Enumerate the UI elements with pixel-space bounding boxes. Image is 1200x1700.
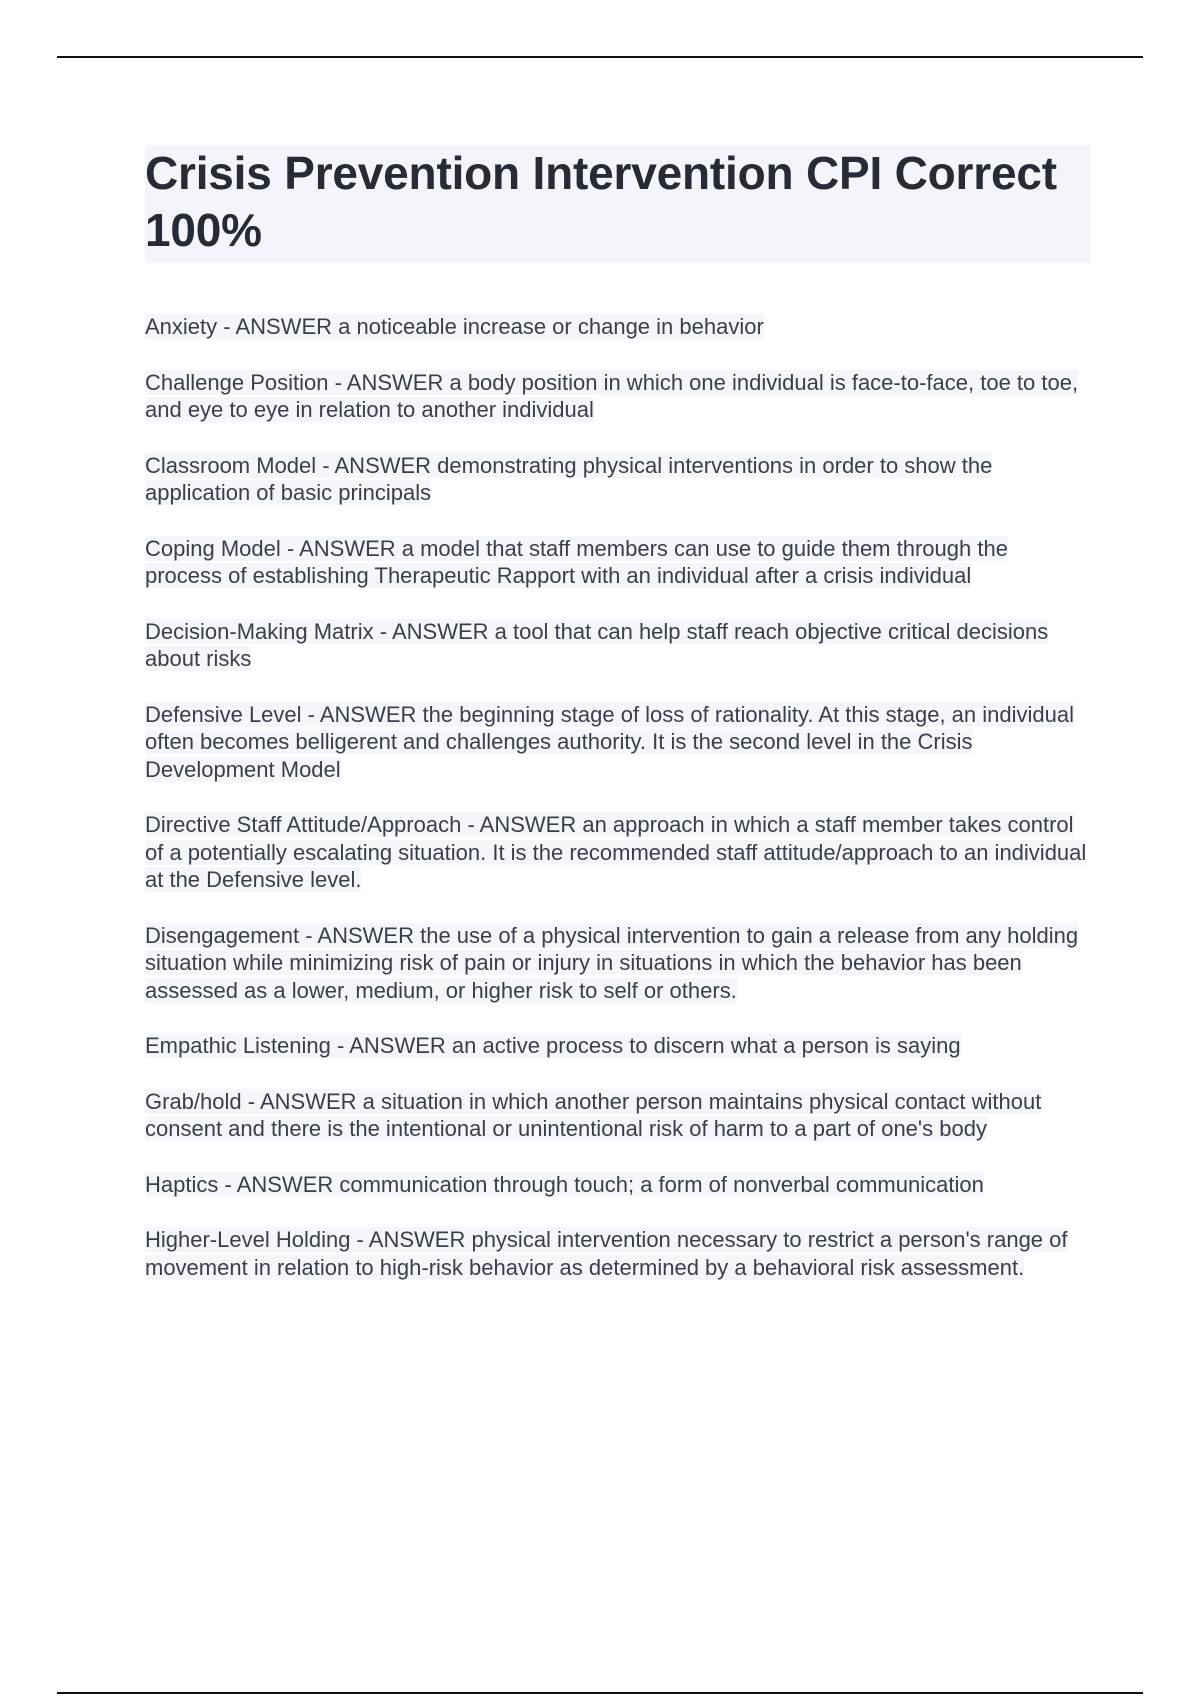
entry-haptics: [145, 1171, 1090, 1199]
document-body: [145, 145, 1090, 1309]
entry-grab-hold: [145, 1088, 1090, 1143]
entry-text: Anxiety - ANSWER a noticeable increase or change in behavior: [145, 314, 764, 339]
entry-text: Challenge Position - ANSWER a body position in which one individual is face-to-face, toe to toe, and eye to eye in relation to another individual: [145, 369, 1079, 422]
entry-text: Higher-Level Holding - ANSWER physical intervention necessary to restrict a person's range of movement in relation to high-risk behavior as determined by a behavioral risk assessment.: [145, 1227, 1068, 1280]
entry-text: Haptics - ANSWER communication through touch; a form of nonverbal communication: [145, 1171, 984, 1197]
document-title: Crisis Prevention Intervention CPI Correct 100%: [145, 147, 1057, 256]
entry-decision-making-matrix: [145, 618, 1090, 673]
entry-text: Grab/hold - ANSWER a situation in which another person maintains physical contact without consent and there is the intentional or unintentional risk of harm to a part of one's body: [145, 1088, 1042, 1141]
entry-text: Decision-Making Matrix - ANSWER a tool that can help staff reach objective critical decisions about risks: [145, 618, 1049, 671]
entry-text: Empathic Listening - ANSWER an active process to discern what a person is saying: [145, 1033, 961, 1058]
title-block: [145, 145, 1091, 263]
bottom-rule: [57, 1692, 1143, 1694]
entry-challenge-position: [145, 369, 1090, 424]
entry-classroom-model: [145, 452, 1090, 507]
entry-text: Directive Staff Attitude/Approach - ANSWER an approach in which a staff member takes control of a potentially escalating situation. It is the recommended staff attitude/approach to an individual at the Defensive level.: [145, 812, 1087, 892]
entry-defensive-level: [145, 701, 1090, 784]
top-rule: [57, 56, 1143, 58]
entry-higher-level-holding: [145, 1226, 1090, 1281]
entry-text: Coping Model - ANSWER a model that staff members can use to guide them through the process of establishing Therapeutic Rapport with an individual after a crisis individual: [145, 535, 1008, 588]
entry-coping-model: [145, 535, 1090, 590]
entry-empathic-listening: [145, 1032, 1090, 1060]
entry-text: Classroom Model - ANSWER demonstrating physical interventions in order to show the application of basic principals: [145, 452, 993, 505]
entry-list: [145, 313, 1090, 1281]
entry-anxiety: [145, 313, 1090, 341]
entry-directive-staff-approach: [145, 811, 1090, 894]
entry-text: Defensive Level - ANSWER the beginning stage of loss of rationality. At this stage, an individual often becomes belligerent and challenges authority. It is the second level in the Crisis Development Model: [145, 701, 1074, 782]
entry-text: Disengagement - ANSWER the use of a physical intervention to gain a release from any holding situation while minimizing risk of pain or injury in situations in which the behavior has been assessed as a lower, medium, or higher risk to self or others.: [145, 922, 1079, 1003]
entry-disengagement: [145, 922, 1090, 1005]
